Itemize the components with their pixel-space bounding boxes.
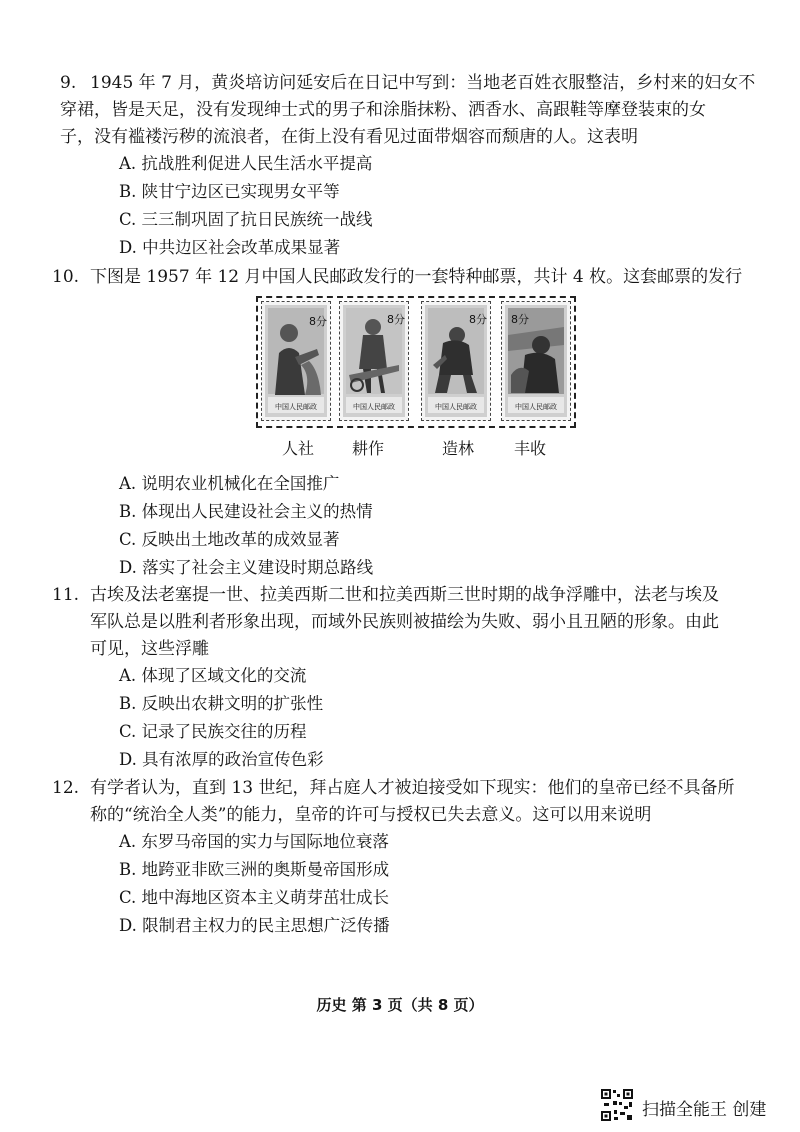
option-b: B. 地跨亚非欧三洲的奥斯曼帝国形成 bbox=[119, 860, 390, 879]
stamp-geng-zuo bbox=[340, 302, 408, 420]
stamp-caption: 丰收 bbox=[514, 439, 547, 458]
question-9-stem bbox=[60, 70, 756, 151]
stamp-set-image bbox=[256, 296, 576, 428]
option-b: B. 体现出人民建设社会主义的热情 bbox=[119, 502, 373, 521]
option-d: D. 具有浓厚的政治宣传色彩 bbox=[119, 750, 324, 769]
stamp-ru-she bbox=[262, 302, 330, 420]
option-c: C. 反映出土地改革的成效显著 bbox=[119, 530, 340, 549]
question-10-stem bbox=[52, 264, 743, 291]
stamp-geng-zuo-art bbox=[343, 305, 405, 417]
stem-line: 可见，这些浮雕 bbox=[90, 639, 209, 659]
question-number: 12. bbox=[52, 778, 80, 798]
stamp-value: 8分 bbox=[309, 315, 327, 328]
stamp-zao-lin-art bbox=[425, 305, 487, 417]
stem-line: 1945 年 7 月，黄炎培访问延安后在日记中写到：当地老百姓衣服整洁，乡村来的妇女不 bbox=[90, 73, 756, 93]
question-number: 11. bbox=[52, 585, 80, 605]
option-a: A. 体现了区域文化的交流 bbox=[119, 666, 307, 685]
question-11-stem bbox=[52, 582, 740, 663]
option-a: A. 抗战胜利促进人民生活水平提高 bbox=[119, 154, 373, 173]
stamp-caption: 造林 bbox=[442, 439, 475, 458]
stem-line: 军队总是以胜利者形象出现，而域外民族则被描绘为失败、弱小且丑陋的形象。由此 bbox=[90, 612, 719, 632]
stamp-value: 8分 bbox=[387, 313, 405, 326]
stamp-ru-she-art bbox=[265, 305, 327, 417]
stamp-value: 8分 bbox=[511, 313, 529, 326]
option-d: D. 落实了社会主义建设时期总路线 bbox=[119, 558, 374, 577]
stamp-bottom-text: 中国人民邮政 bbox=[275, 403, 317, 411]
stamp-bottom-text: 中国人民邮政 bbox=[515, 403, 557, 411]
option-d: D. 限制君主权力的民主思想广泛传播 bbox=[119, 916, 390, 935]
stamp-value: 8分 bbox=[469, 313, 487, 326]
question-number: 9. bbox=[60, 73, 77, 93]
option-a: A. 说明农业机械化在全国推广 bbox=[119, 474, 340, 493]
stamp-bottom-text: 中国人民邮政 bbox=[353, 403, 395, 411]
stem-line: 古埃及法老塞提一世、拉美西斯二世和拉美西斯三世时期的战争浮雕中，法老与埃及 bbox=[90, 585, 719, 605]
stem-line: 称的“统治全人类”的能力，皇帝的许可与授权已失去意义。这可以用来说明 bbox=[90, 805, 652, 825]
page-footer: 历史 第 3 页（共 8 页） bbox=[316, 996, 484, 1014]
stem-line: 下图是 1957 年 12 月中国人民邮政发行的一套特种邮票，共计 4 枚。这套邮票的发行 bbox=[90, 267, 743, 287]
watermark-text: 扫描全能王 创建 bbox=[642, 1100, 767, 1120]
stamp-zao-lin bbox=[422, 302, 490, 420]
option-d: D. 中共边区社会改革成果显著 bbox=[119, 238, 341, 257]
question-12-stem bbox=[52, 775, 740, 829]
stem-line: 有学者认为，直到 13 世纪，拜占庭人才被迫接受如下现实：他们的皇帝已经不具备所 bbox=[90, 778, 735, 798]
option-b: B. 反映出农耕文明的扩张性 bbox=[119, 694, 324, 713]
stem-line: 穿裙，皆是天足，没有发现绅士式的男子和涂脂抹粉、洒香水、高跟鞋等摩登装束的女 bbox=[60, 100, 706, 120]
option-b: B. 陕甘宁边区已实现男女平等 bbox=[119, 182, 340, 201]
stamp-bottom-text: 中国人民邮政 bbox=[435, 403, 477, 411]
option-c: C. 记录了民族交往的历程 bbox=[119, 722, 307, 741]
option-c: C. 地中海地区资本主义萌芽茁壮成长 bbox=[119, 888, 390, 907]
option-c: C. 三三制巩固了抗日民族统一战线 bbox=[119, 210, 373, 229]
stamp-caption: 人社 bbox=[282, 439, 315, 458]
qr-code-icon bbox=[600, 1088, 634, 1122]
stem-line: 子，没有褴褛污秽的流浪者，在街上没有看见过面带烟容而颓唐的人。这表明 bbox=[60, 127, 638, 147]
option-a: A. 东罗马帝国的实力与国际地位衰落 bbox=[119, 832, 389, 851]
stamp-feng-shou bbox=[502, 302, 570, 420]
stamp-feng-shou-art bbox=[505, 305, 567, 417]
stamp-caption: 耕作 bbox=[352, 439, 385, 458]
question-number: 10. bbox=[52, 267, 80, 287]
